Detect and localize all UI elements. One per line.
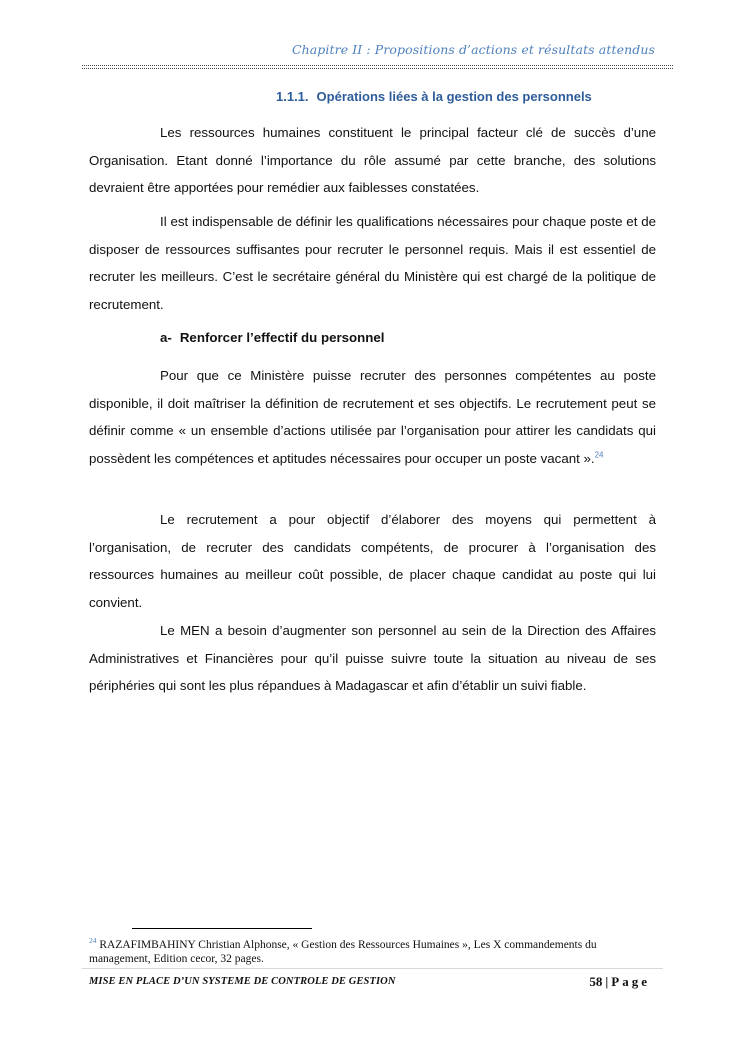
footnote-text: RAZAFIMBAHINY Christian Alphonse, « Gestion des Ressources Humaines », Les X commandements du management, Edition cecor, 32 pages. <box>89 938 597 965</box>
paragraph-3-text: Pour que ce Ministère puisse recruter des personnes compétentes au poste disponible, il doit maîtriser la définition de recrutement et ses objectifs. Le recrutement peut se définir comme « un ensemble d’actions utilisée par l’organisation pour attirer les candidats qui possèdent les compétences et aptitudes nécessaires pour occuper un poste vacant ». <box>89 368 656 466</box>
header-divider-secondary <box>82 68 673 69</box>
footer-title: MISE EN PLACE D’UN SYSTEME DE CONTROLE DE GESTION <box>89 976 396 987</box>
paragraph-text: Il est indispensable de définir les qualifications nécessaires pour chaque poste et de disposer de ressources suffisantes pour recruter le personnel requis. Mais il est essentiel de recruter les meilleurs. C’est le secrétaire général du Ministère qui est chargé de la politique de recrutement. <box>89 214 656 312</box>
paragraph-text: Le recrutement a pour objectif d’élaborer des moyens qui permettent à l’organisation, de recruter des candidats compétents, de procurer à l’organisation des ressources humaines au meilleur coût possible, de placer chaque candidat au poste qui lui convient. <box>89 512 656 610</box>
paragraph-4 <box>89 506 656 616</box>
paragraph-text <box>89 362 656 472</box>
page-number-block <box>589 974 650 990</box>
subheading <box>160 330 385 345</box>
subheading-letter: a- <box>160 330 172 345</box>
footnote <box>89 934 649 966</box>
paragraph-text: Le MEN a besoin d’augmenter son personnel au sein de la Direction des Affaires Administratives et Financières pour qu’il puisse suivre toute la situation au niveau de ses périphéries qui sont les plus répandues à Madagascar et afin d’établir un suivi fiable. <box>89 623 656 694</box>
paragraph-5 <box>89 617 656 700</box>
section-title: Opérations liées à la gestion des personnels <box>316 89 592 104</box>
page-number: 58 <box>589 974 603 989</box>
page-separator: | <box>605 974 609 989</box>
section-heading <box>276 89 592 104</box>
footnote-separator <box>132 928 312 929</box>
footer-divider <box>82 968 663 969</box>
paragraph-text: Les ressources humaines constituent le principal facteur clé de succès d’une Organisation. Etant donné l’importance du rôle assumé par cette branche, des solutions devraient être apportées pour remédier aux faiblesses constatées. <box>89 125 656 196</box>
footnote-reference[interactable]: 24 <box>594 450 604 460</box>
subheading-text: Renforcer l’effectif du personnel <box>179 330 385 345</box>
chapter-header: Chapitre II : Propositions d’actions et résultats attendus <box>291 42 655 57</box>
paragraph-2 <box>89 208 656 318</box>
section-number: 1.1.1. <box>276 89 309 104</box>
header-divider <box>82 65 673 66</box>
page-label: Page <box>611 974 650 989</box>
paragraph-3 <box>89 362 656 472</box>
footnote-number: 24 <box>89 936 97 945</box>
paragraph-1 <box>89 119 656 202</box>
